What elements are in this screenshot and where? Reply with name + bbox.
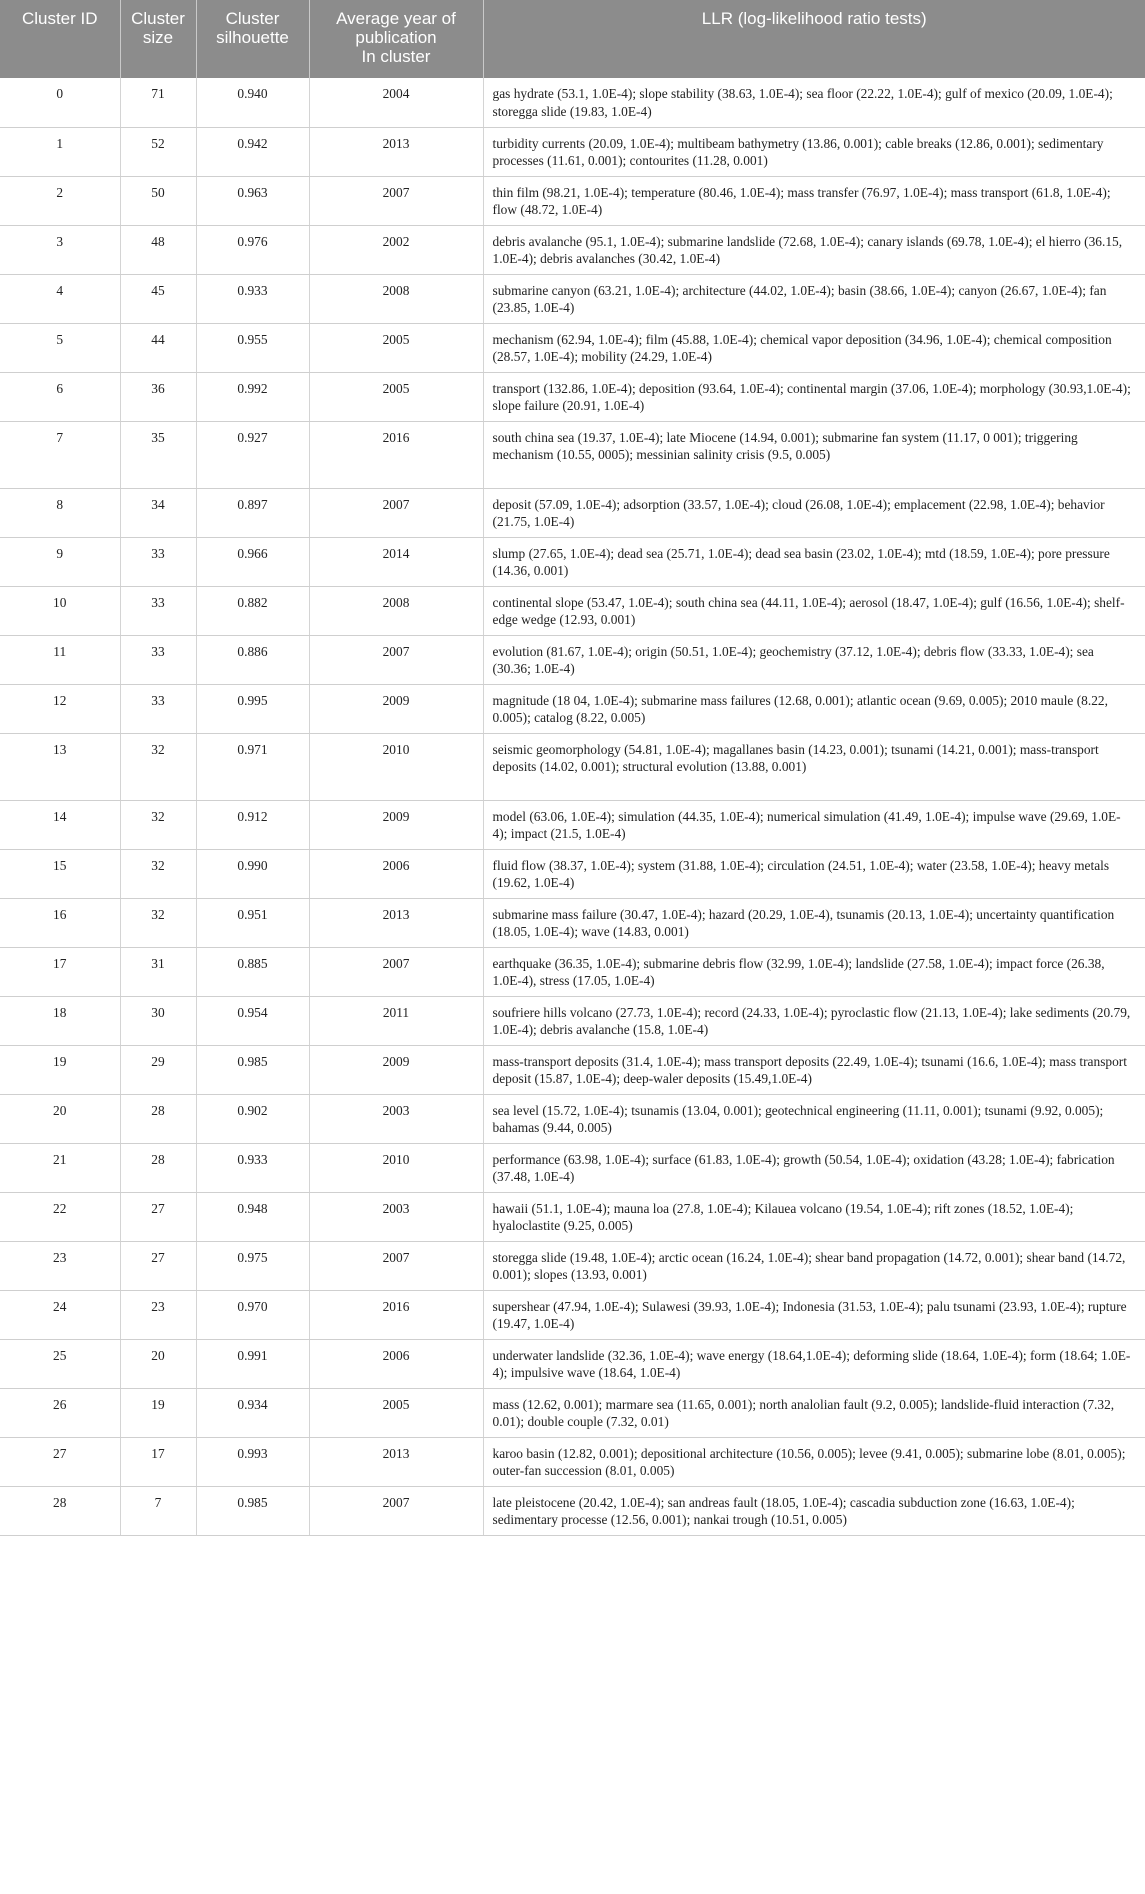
cell-llr-terms: mass (12.62, 0.001); marmare sea (11.65, 0.001); north analolian fault (9.2, 0.005); landslide-fluid interaction (7.32, 0.01); double couple (7.32, 0.01) (483, 1388, 1145, 1437)
cell-cluster-id: 8 (0, 488, 120, 537)
table-row (0, 176, 1145, 225)
cell-cluster-id: 21 (0, 1143, 120, 1192)
cell-cluster-size: 32 (120, 849, 196, 898)
cell-cluster-size: 33 (120, 635, 196, 684)
table-row (0, 1241, 1145, 1290)
table-row (0, 635, 1145, 684)
cell-cluster-size: 28 (120, 1143, 196, 1192)
table-row (0, 1290, 1145, 1339)
cell-cluster-silhouette: 0.992 (196, 372, 309, 421)
header-row (0, 0, 1145, 78)
cell-cluster-size: 50 (120, 176, 196, 225)
table-row (0, 78, 1145, 127)
table-row (0, 1192, 1145, 1241)
cell-cluster-silhouette: 0.948 (196, 1192, 309, 1241)
cell-llr-terms: soufriere hills volcano (27.73, 1.0E-4); record (24.33, 1.0E-4); pyroclastic flow (21.13, 1.0E-4); lake sediments (20.79, 1.0E-4); debris avalanche (15.8, 1.0E-4) (483, 996, 1145, 1045)
cell-cluster-silhouette: 0.975 (196, 1241, 309, 1290)
cell-cluster-size: 45 (120, 274, 196, 323)
cell-cluster-silhouette: 0.882 (196, 586, 309, 635)
cell-cluster-id: 15 (0, 849, 120, 898)
cell-cluster-size: 20 (120, 1339, 196, 1388)
cell-llr-terms: seismic geomorphology (54.81, 1.0E-4); magallanes basin (14.23, 0.001); tsunami (14.21, 0.001); mass-transport deposits (14.02, 0.001); structural evolution (13.88, 0.001) (483, 733, 1145, 800)
cell-cluster-id: 5 (0, 323, 120, 372)
cell-cluster-size: 27 (120, 1192, 196, 1241)
cell-cluster-silhouette: 0.976 (196, 225, 309, 274)
cell-llr-terms: thin film (98.21, 1.0E-4); temperature (80.46, 1.0E-4); mass transfer (76.97, 1.0E-4); mass transport (61.8, 1.0E-4); flow (48.72, 1.0E-4) (483, 176, 1145, 225)
header-cluster-silhouette: Cluster silhouette (196, 0, 309, 78)
cell-cluster-silhouette: 0.955 (196, 323, 309, 372)
cell-cluster-id: 26 (0, 1388, 120, 1437)
cell-cluster-size: 71 (120, 78, 196, 127)
table-row (0, 1388, 1145, 1437)
cell-average-year: 2009 (309, 1045, 483, 1094)
cell-llr-terms: submarine mass failure (30.47, 1.0E-4); hazard (20.29, 1.0E-4), tsunamis (20.13, 1.0E-4); uncertainty quantification (18.05, 1.0E-4); wave (14.83, 0.001) (483, 898, 1145, 947)
cell-cluster-id: 6 (0, 372, 120, 421)
cell-cluster-silhouette: 0.933 (196, 274, 309, 323)
cell-cluster-id: 25 (0, 1339, 120, 1388)
cell-average-year: 2007 (309, 488, 483, 537)
cell-average-year: 2007 (309, 176, 483, 225)
cell-cluster-id: 14 (0, 800, 120, 849)
cell-cluster-silhouette: 0.942 (196, 127, 309, 176)
cell-cluster-silhouette: 0.985 (196, 1486, 309, 1535)
cell-average-year: 2006 (309, 849, 483, 898)
cell-llr-terms: debris avalanche (95.1, 1.0E-4); submarine landslide (72.68, 1.0E-4); canary islands (69.78, 1.0E-4); el hierro (36.15, 1.0E-4); debris avalanches (30.42, 1.0E-4) (483, 225, 1145, 274)
cell-cluster-size: 48 (120, 225, 196, 274)
cell-cluster-id: 20 (0, 1094, 120, 1143)
cell-cluster-size: 30 (120, 996, 196, 1045)
cell-llr-terms: hawaii (51.1, 1.0E-4); mauna loa (27.8, 1.0E-4); Kilauea volcano (19.54, 1.0E-4); rift zones (18.52, 1.0E-4); hyaloclastite (9.25, 0.005) (483, 1192, 1145, 1241)
header-cluster-size: Cluster size (120, 0, 196, 78)
cell-average-year: 2013 (309, 1437, 483, 1486)
cell-average-year: 2005 (309, 372, 483, 421)
cell-cluster-silhouette: 0.985 (196, 1045, 309, 1094)
table-row (0, 586, 1145, 635)
header-llr: LLR (log-likelihood ratio tests) (483, 0, 1145, 78)
cell-cluster-id: 19 (0, 1045, 120, 1094)
cell-cluster-silhouette: 0.934 (196, 1388, 309, 1437)
table-row (0, 1143, 1145, 1192)
table-row (0, 323, 1145, 372)
cell-cluster-size: 33 (120, 537, 196, 586)
cell-cluster-size: 33 (120, 684, 196, 733)
cell-cluster-silhouette: 0.970 (196, 1290, 309, 1339)
table-row (0, 1437, 1145, 1486)
cell-llr-terms: evolution (81.67, 1.0E-4); origin (50.51, 1.0E-4); geochemistry (37.12, 1.0E-4); debris flow (33.33, 1.0E-4); sea (30.36; 1.0E-4) (483, 635, 1145, 684)
cell-llr-terms: late pleistocene (20.42, 1.0E-4); san andreas fault (18.05, 1.0E-4); cascadia subduction zone (16.63, 1.0E-4); sedimentary processe (12.56, 0.001); nankai trough (10.51, 0.005) (483, 1486, 1145, 1535)
cell-cluster-size: 33 (120, 586, 196, 635)
table-row (0, 1045, 1145, 1094)
table-row (0, 733, 1145, 800)
cell-cluster-size: 32 (120, 800, 196, 849)
cell-cluster-size: 7 (120, 1486, 196, 1535)
table-row (0, 800, 1145, 849)
cell-llr-terms: magnitude (18 04, 1.0E-4); submarine mass failures (12.68, 0.001); atlantic ocean (9.69, 0.005); 2010 maule (8.22, 0.005); catalog (8.22, 0.005) (483, 684, 1145, 733)
cell-llr-terms: gas hydrate (53.1, 1.0E-4); slope stability (38.63, 1.0E-4); sea floor (22.22, 1.0E-4); gulf of mexico (20.09, 1.0E-4); storegga slide (19.83, 1.0E-4) (483, 78, 1145, 127)
cell-cluster-silhouette: 0.963 (196, 176, 309, 225)
cell-cluster-silhouette: 0.902 (196, 1094, 309, 1143)
table-row (0, 996, 1145, 1045)
cell-llr-terms: underwater landslide (32.36, 1.0E-4); wave energy (18.64,1.0E-4); deforming slide (18.64, 1.0E-4); form (18.64; 1.0E-4); impulsive wave (18.64, 1.0E-4) (483, 1339, 1145, 1388)
cell-cluster-id: 1 (0, 127, 120, 176)
cell-llr-terms: south china sea (19.37, 1.0E-4); late Miocene (14.94, 0.001); submarine fan system (11.17, 0 001); triggering mechanism (10.55, 0005); messinian salinity crisis (9.5, 0.005) (483, 421, 1145, 488)
cell-average-year: 2009 (309, 684, 483, 733)
cell-cluster-silhouette: 0.966 (196, 537, 309, 586)
cell-average-year: 2006 (309, 1339, 483, 1388)
cell-cluster-size: 32 (120, 733, 196, 800)
table-row (0, 849, 1145, 898)
cell-cluster-id: 0 (0, 78, 120, 127)
table-row (0, 488, 1145, 537)
cell-cluster-size: 44 (120, 323, 196, 372)
cell-cluster-size: 35 (120, 421, 196, 488)
cell-cluster-id: 23 (0, 1241, 120, 1290)
cell-average-year: 2002 (309, 225, 483, 274)
cell-average-year: 2013 (309, 127, 483, 176)
table-row (0, 274, 1145, 323)
table-row (0, 1486, 1145, 1535)
cell-llr-terms: sea level (15.72, 1.0E-4); tsunamis (13.04, 0.001); geotechnical engineering (11.11, 0.001); tsunami (9.92, 0.005); bahamas (9.44, 0.005) (483, 1094, 1145, 1143)
cell-cluster-id: 28 (0, 1486, 120, 1535)
cell-llr-terms: turbidity currents (20.09, 1.0E-4); multibeam bathymetry (13.86, 0.001); cable breaks (12.86, 0.001); sedimentary processes (11.61, 0.001); contourites (11.28, 0.001) (483, 127, 1145, 176)
cell-llr-terms: submarine canyon (63.21, 1.0E-4); architecture (44.02, 1.0E-4); basin (38.66, 1.0E-4); canyon (26.67, 1.0E-4); fan (23.85, 1.0E-4) (483, 274, 1145, 323)
cell-llr-terms: storegga slide (19.48, 1.0E-4); arctic ocean (16.24, 1.0E-4); shear band propagation (14.72, 0.001); shear band (14.72, 0.001); slopes (13.93, 0.001) (483, 1241, 1145, 1290)
cell-average-year: 2007 (309, 1486, 483, 1535)
cell-llr-terms: transport (132.86, 1.0E-4); deposition (93.64, 1.0E-4); continental margin (37.06, 1.0E-4); morphology (30.93,1.0E-4); slope failure (20.91, 1.0E-4) (483, 372, 1145, 421)
cell-cluster-size: 29 (120, 1045, 196, 1094)
table-row (0, 898, 1145, 947)
cell-average-year: 2008 (309, 586, 483, 635)
cell-cluster-silhouette: 0.991 (196, 1339, 309, 1388)
cell-average-year: 2013 (309, 898, 483, 947)
cell-cluster-size: 36 (120, 372, 196, 421)
cell-cluster-size: 17 (120, 1437, 196, 1486)
cell-llr-terms: supershear (47.94, 1.0E-4); Sulawesi (39.93, 1.0E-4); Indonesia (31.53, 1.0E-4); palu tsunami (23.93, 1.0E-4); rupture (19.47, 1.0E-4) (483, 1290, 1145, 1339)
table-body (0, 78, 1145, 1535)
cell-average-year: 2016 (309, 1290, 483, 1339)
cell-cluster-id: 24 (0, 1290, 120, 1339)
cell-cluster-size: 28 (120, 1094, 196, 1143)
cell-average-year: 2005 (309, 323, 483, 372)
cell-average-year: 2007 (309, 947, 483, 996)
cell-cluster-silhouette: 0.897 (196, 488, 309, 537)
cell-average-year: 2007 (309, 1241, 483, 1290)
cell-cluster-id: 9 (0, 537, 120, 586)
cell-cluster-silhouette: 0.886 (196, 635, 309, 684)
table-row (0, 372, 1145, 421)
cell-llr-terms: continental slope (53.47, 1.0E-4); south china sea (44.11, 1.0E-4); aerosol (18.47, 1.0E-4); gulf (16.56, 1.0E-4); shelf-edge wedge (12.93, 0.001) (483, 586, 1145, 635)
cell-cluster-silhouette: 0.940 (196, 78, 309, 127)
cell-cluster-size: 27 (120, 1241, 196, 1290)
cell-cluster-silhouette: 0.912 (196, 800, 309, 849)
cell-llr-terms: fluid flow (38.37, 1.0E-4); system (31.88, 1.0E-4); circulation (24.51, 1.0E-4); water (23.58, 1.0E-4); heavy metals (19.62, 1.0E-4) (483, 849, 1145, 898)
table-row (0, 1094, 1145, 1143)
cell-llr-terms: slump (27.65, 1.0E-4); dead sea (25.71, 1.0E-4); dead sea basin (23.02, 1.0E-4); mtd (18.59, 1.0E-4); pore pressure (14.36, 0.001) (483, 537, 1145, 586)
cell-cluster-id: 2 (0, 176, 120, 225)
header-cluster-id: Cluster ID (0, 0, 120, 78)
cell-average-year: 2003 (309, 1094, 483, 1143)
cell-cluster-id: 13 (0, 733, 120, 800)
table-row (0, 1339, 1145, 1388)
cell-average-year: 2011 (309, 996, 483, 1045)
cell-average-year: 2016 (309, 421, 483, 488)
cell-llr-terms: model (63.06, 1.0E-4); simulation (44.35, 1.0E-4); numerical simulation (41.49, 1.0E-4); impulse wave (29.69, 1.0E-4); impact (21.5, 1.0E-4) (483, 800, 1145, 849)
cell-llr-terms: earthquake (36.35, 1.0E-4); submarine debris flow (32.99, 1.0E-4); landslide (27.58, 1.0E-4); impact force (26.38, 1.0E-4), stress (17.05, 1.0E-4) (483, 947, 1145, 996)
cell-cluster-id: 12 (0, 684, 120, 733)
cell-cluster-size: 52 (120, 127, 196, 176)
cell-average-year: 2004 (309, 78, 483, 127)
cell-cluster-silhouette: 0.885 (196, 947, 309, 996)
cell-cluster-size: 31 (120, 947, 196, 996)
cell-cluster-silhouette: 0.990 (196, 849, 309, 898)
cell-cluster-silhouette: 0.954 (196, 996, 309, 1045)
cell-cluster-size: 34 (120, 488, 196, 537)
cell-cluster-id: 4 (0, 274, 120, 323)
cell-cluster-id: 7 (0, 421, 120, 488)
header-average-year: Average year of publication In cluster (309, 0, 483, 78)
table-row (0, 127, 1145, 176)
cell-cluster-id: 3 (0, 225, 120, 274)
cell-cluster-id: 22 (0, 1192, 120, 1241)
cell-cluster-size: 19 (120, 1388, 196, 1437)
cell-cluster-id: 27 (0, 1437, 120, 1486)
table-row (0, 537, 1145, 586)
table-header (0, 0, 1145, 78)
cell-llr-terms: deposit (57.09, 1.0E-4); adsorption (33.57, 1.0E-4); cloud (26.08, 1.0E-4); emplacement (22.98, 1.0E-4); behavior (21.75, 1.0E-4) (483, 488, 1145, 537)
table-row (0, 225, 1145, 274)
cell-cluster-silhouette: 0.971 (196, 733, 309, 800)
table-row (0, 684, 1145, 733)
cell-cluster-id: 17 (0, 947, 120, 996)
cell-cluster-size: 32 (120, 898, 196, 947)
cell-cluster-id: 16 (0, 898, 120, 947)
cell-average-year: 2005 (309, 1388, 483, 1437)
cell-cluster-id: 11 (0, 635, 120, 684)
table-row (0, 421, 1145, 488)
cell-cluster-id: 18 (0, 996, 120, 1045)
cell-cluster-silhouette: 0.927 (196, 421, 309, 488)
cell-average-year: 2014 (309, 537, 483, 586)
cell-llr-terms: karoo basin (12.82, 0.001); depositional architecture (10.56, 0.005); levee (9.41, 0.005); submarine lobe (8.01, 0.005); outer-fan succession (8.01, 0.005) (483, 1437, 1145, 1486)
cell-llr-terms: mass-transport deposits (31.4, 1.0E-4); mass transport deposits (22.49, 1.0E-4); tsunami (16.6, 1.0E-4); mass transport deposit (15.87, 1.0E-4); deep-waler deposits (15.49,1.0E-4) (483, 1045, 1145, 1094)
cell-cluster-silhouette: 0.995 (196, 684, 309, 733)
cell-llr-terms: performance (63.98, 1.0E-4); surface (61.83, 1.0E-4); growth (50.54, 1.0E-4); oxidation (43.28; 1.0E-4); fabrication (37.48, 1.0E-4) (483, 1143, 1145, 1192)
cell-cluster-id: 10 (0, 586, 120, 635)
cell-cluster-silhouette: 0.993 (196, 1437, 309, 1486)
cell-llr-terms: mechanism (62.94, 1.0E-4); film (45.88, 1.0E-4); chemical vapor deposition (34.96, 1.0E-4); chemical composition (28.57, 1.0E-4); mobility (24.29, 1.0E-4) (483, 323, 1145, 372)
cell-average-year: 2003 (309, 1192, 483, 1241)
cell-average-year: 2008 (309, 274, 483, 323)
cell-cluster-silhouette: 0.951 (196, 898, 309, 947)
cell-average-year: 2010 (309, 733, 483, 800)
cell-average-year: 2010 (309, 1143, 483, 1192)
cell-cluster-size: 23 (120, 1290, 196, 1339)
table-row (0, 947, 1145, 996)
cell-cluster-silhouette: 0.933 (196, 1143, 309, 1192)
cell-average-year: 2007 (309, 635, 483, 684)
cell-average-year: 2009 (309, 800, 483, 849)
